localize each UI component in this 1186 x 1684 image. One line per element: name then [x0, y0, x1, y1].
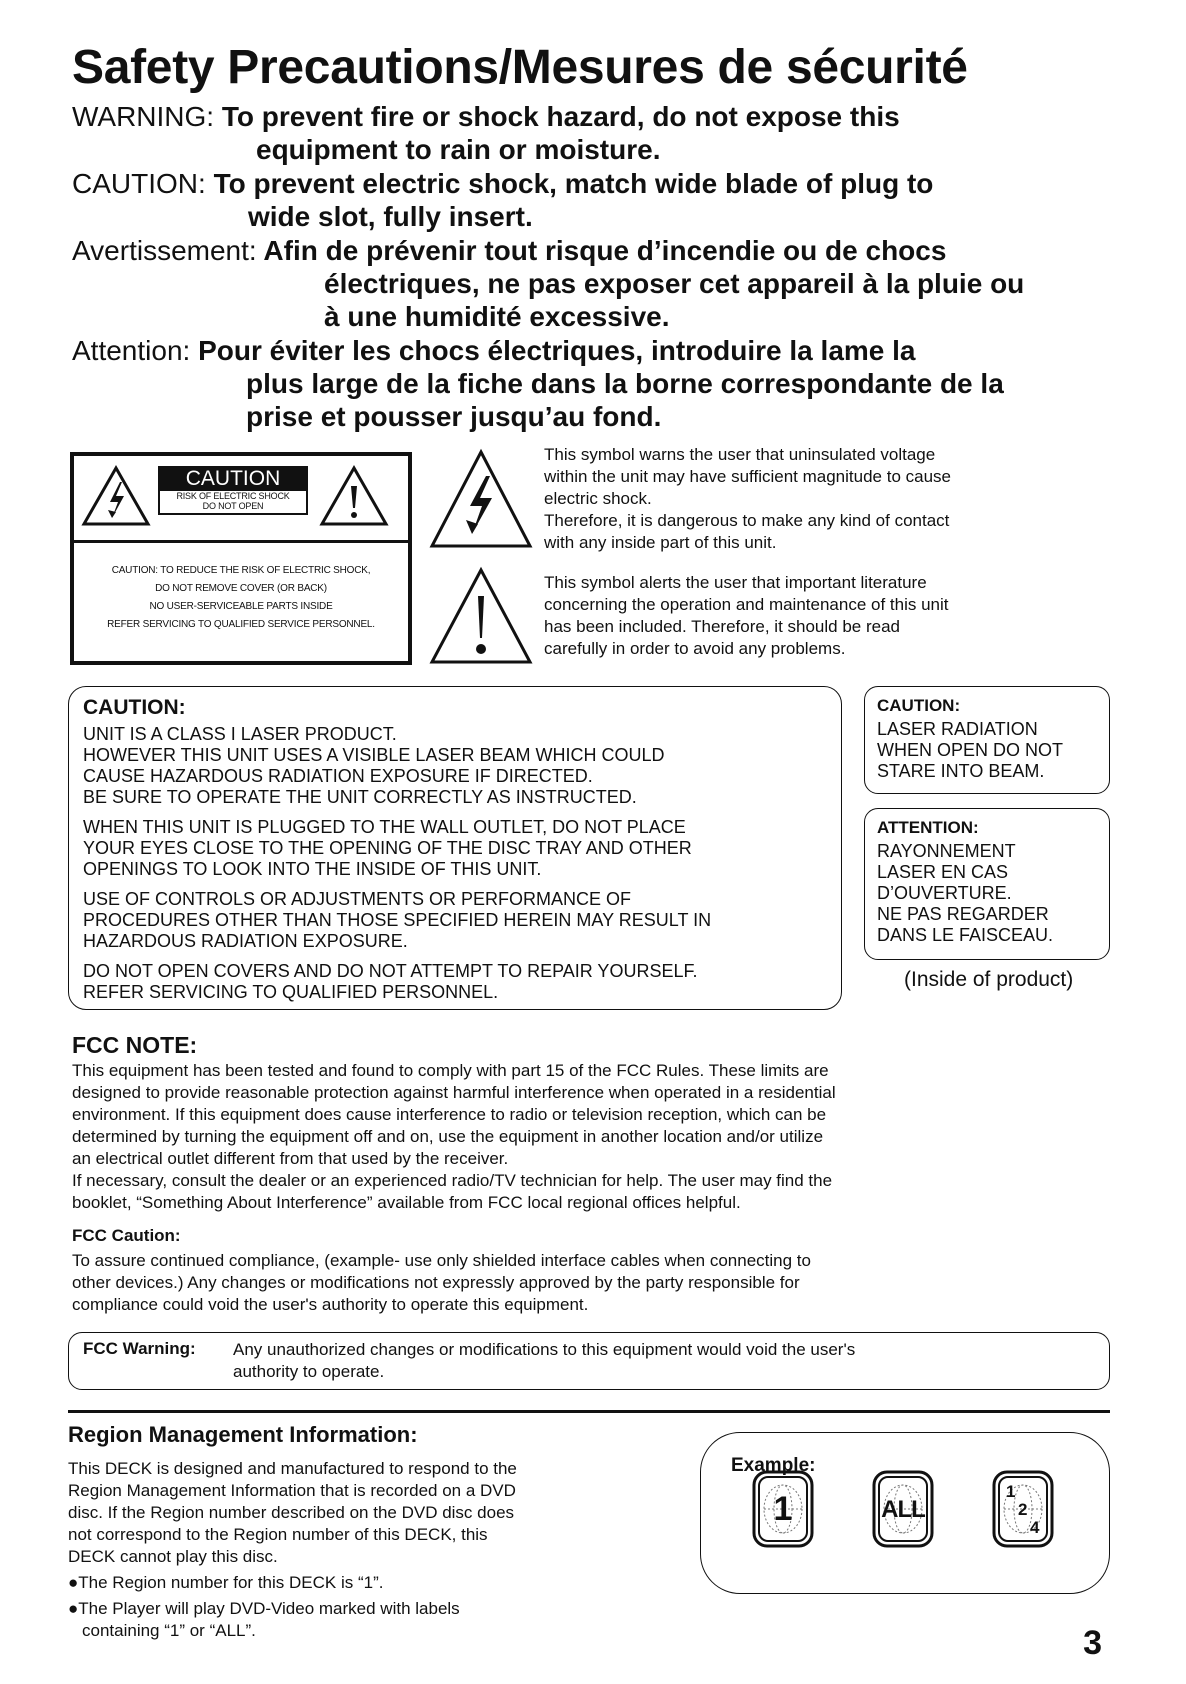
voltage-line: with any inside part of this unit. [544, 533, 777, 552]
region-line: This DECK is designed and manufactured to respond to the [68, 1459, 517, 1478]
fcc-caution-title: FCC Caution: [72, 1226, 181, 1245]
laser-line: HAZARDOUS RADIATION EXPOSURE. [83, 931, 408, 951]
region-title: Region Management Information: [68, 1422, 418, 1447]
region-badge-multi [992, 1470, 1054, 1548]
laser-line: UNIT IS A CLASS I LASER PRODUCT. [83, 724, 397, 744]
voltage-line: Therefore, it is dangerous to make any kind of contact [544, 511, 950, 530]
page-number: 3 [1083, 1624, 1102, 1662]
laser-line: PROCEDURES OTHER THAN THOSE SPECIFIED HEREIN MAY RESULT IN [83, 910, 712, 930]
region-bullet-text: The Player will play DVD-Video marked with labels [78, 1599, 460, 1618]
fcc-warning-text [233, 1339, 855, 1383]
region-line: DECK cannot play this disc. [68, 1547, 278, 1566]
rayonnement-line: DANS LE FAISCEAU. [877, 925, 1054, 945]
fcc-caution-line: compliance could void the user's authority to operate this equipment. [72, 1295, 589, 1314]
exclamation-triangle-icon [318, 464, 390, 528]
region-bullet-text: containing “1” or “ALL”. [82, 1621, 256, 1640]
fcc-note-line: designed to provide reasonable protection against harmful interference when operated in a residential [72, 1083, 836, 1102]
caution-label-graphic [70, 452, 412, 665]
lightning-bolt-icon [428, 448, 534, 550]
region-line: Region Management Information that is recorded on a DVD [68, 1481, 516, 1500]
region-code: 4 [1030, 1518, 1040, 1537]
laser-paragraph [83, 889, 711, 952]
warning-line: To prevent fire or shock hazard, do not expose this [221, 101, 900, 132]
inside-product-note: (Inside of product) [904, 968, 1074, 991]
fcc-note-line: This equipment has been tested and found to comply with part 15 of the FCC Rules. These limits are [72, 1061, 829, 1080]
voltage-line: This symbol warns the user that uninsulated voltage [544, 445, 936, 464]
fcc-note-title: FCC NOTE: [72, 1032, 198, 1058]
fcc-caution-line: other devices.) Any changes or modifications not expressly approved by the party responsible for [72, 1273, 800, 1292]
fcc-note-text [72, 1060, 836, 1214]
laser-line: HOWEVER THIS UNIT USES A VISIBLE LASER BEAM WHICH COULD [83, 745, 665, 765]
laser-radiation-line: STARE INTO BEAM. [877, 761, 1045, 781]
voltage-line: electric shock. [544, 489, 652, 508]
bullet-icon: ● [68, 1599, 79, 1618]
laser-radiation-header: CAUTION: [877, 696, 961, 715]
warning-line: equipment to rain or moisture. [256, 134, 661, 165]
fcc-warning-label: FCC Warning: [83, 1339, 196, 1358]
bullet-icon: ● [68, 1573, 79, 1592]
attention-line: prise et pousser jusqu’au fond. [246, 401, 662, 432]
warning-block [72, 100, 900, 166]
fcc-note-line: environment. If this equipment does cause interference to radio or television reception, which can be [72, 1105, 827, 1124]
attention-line: Pour éviter les chocs électriques, introduire la lame la [198, 335, 916, 366]
caution-line: To prevent electric shock, match wide blade of plug to [213, 168, 934, 199]
region-bullet [68, 1572, 517, 1594]
laser-radiation-box [864, 686, 1110, 794]
rayonnement-line: RAYONNEMENT [877, 841, 1016, 861]
avertissement-line: à une humidité excessive. [324, 301, 670, 332]
fcc-note-line: booklet, “Something About Interference” available from FCC local regional offices helpful. [72, 1193, 741, 1212]
caution-sub-text [158, 491, 308, 515]
laser-paragraph [83, 961, 711, 1003]
warning-label: WARNING: [72, 101, 215, 132]
avertissement-label: Avertissement: [72, 235, 257, 266]
fcc-note-line: determined by turning the equipment off and on, use the equipment in another location and/or utilize [72, 1127, 824, 1146]
laser-line: CAUSE HAZARDOUS RADIATION EXPOSURE IF DIRECTED. [83, 766, 593, 786]
section-divider [68, 1410, 1110, 1413]
fcc-warning-line: authority to operate. [233, 1362, 385, 1381]
region-code: 1 [1006, 1482, 1016, 1501]
laser-radiation-line: WHEN OPEN DO NOT [877, 740, 1064, 760]
region-code: 1 [773, 1490, 793, 1528]
fcc-caution-line: To assure continued compliance, (example- use only shielded interface cables when connecting to [72, 1251, 811, 1270]
voltage-symbol-text [544, 444, 1100, 554]
literature-line: concerning the operation and maintenance of this unit [544, 595, 949, 614]
region-line: disc. If the Region number described on the DVD disc does [68, 1503, 515, 1522]
voltage-line: within the unit may have sufficient magnitude to cause [544, 467, 951, 486]
lightning-triangle-icon [80, 464, 152, 528]
laser-radiation-line: LASER RADIATION [877, 719, 1038, 739]
region-code: ALL [881, 1496, 925, 1523]
caution-sub-line: DO NOT OPEN [202, 501, 264, 511]
caution-label-line: REFER SERVICING TO QUALIFIED SERVICE PERSONNEL. [107, 619, 375, 630]
region-bullet [68, 1598, 517, 1620]
laser-paragraph [83, 817, 711, 880]
caution-label-line: DO NOT REMOVE COVER (OR BACK) [155, 583, 327, 594]
literature-line: carefully in order to avoid any problems. [544, 639, 846, 658]
avertissement-block [72, 234, 1024, 333]
label-divider [74, 540, 408, 543]
fcc-note-line: an electrical outlet different from that used by the receiver. [72, 1149, 509, 1168]
fcc-warning-box [68, 1332, 1110, 1390]
caution-sub-line: RISK OF ELECTRIC SHOCK [176, 491, 290, 501]
region-code: 2 [1018, 1500, 1028, 1519]
attention-block [72, 334, 1004, 433]
rayonnement-line: D’OUVERTURE. [877, 883, 1012, 903]
rayonnement-line: LASER EN CAS [877, 862, 1009, 882]
page-title: Safety Precautions/Mesures de sécurité [72, 41, 968, 94]
caution-block [72, 167, 933, 233]
region-line: not correspond to the Region number of this DECK, this [68, 1525, 488, 1544]
region-text [68, 1458, 517, 1642]
attention-label: Attention: [72, 335, 191, 366]
fcc-warning-line: Any unauthorized changes or modifications to this equipment would void the user's [233, 1340, 856, 1359]
laser-paragraph [83, 724, 711, 808]
fcc-caution-text [72, 1250, 811, 1316]
caution-line: wide slot, fully insert. [248, 201, 533, 232]
region-badge-1 [752, 1470, 814, 1548]
caution-label-line: CAUTION: TO REDUCE THE RISK OF ELECTRIC SHOCK, [111, 565, 371, 576]
laser-line: YOUR EYES CLOSE TO THE OPENING OF THE DISC TRAY AND OTHER [83, 838, 692, 858]
laser-caution-header: CAUTION: [83, 696, 186, 719]
exclamation-icon [428, 566, 534, 666]
caution-header: CAUTION [158, 466, 308, 491]
literature-line: has been included. Therefore, it should be read [544, 617, 900, 636]
literature-line: This symbol alerts the user that important literature [544, 573, 927, 592]
caution-label-text [76, 562, 406, 634]
caution-label-line: NO USER-SERVICEABLE PARTS INSIDE [149, 601, 333, 612]
laser-line: REFER SERVICING TO QUALIFIED PERSONNEL. [83, 982, 499, 1002]
rayonnement-header: ATTENTION: [877, 818, 979, 837]
rayonnement-box [864, 808, 1110, 960]
laser-line: DO NOT OPEN COVERS AND DO NOT ATTEMPT TO REPAIR YOURSELF. [83, 961, 698, 981]
rayonnement-line: NE PAS REGARDER [877, 904, 1049, 924]
attention-line: plus large de la fiche dans la borne correspondante de la [246, 368, 1004, 399]
region-badge-all [872, 1470, 934, 1548]
laser-line: BE SURE TO OPERATE THE UNIT CORRECTLY AS INSTRUCTED. [83, 787, 637, 807]
avertissement-line: électriques, ne pas exposer cet appareil à la pluie ou [324, 268, 1025, 299]
laser-line: OPENINGS TO LOOK INTO THE INSIDE OF THIS UNIT. [83, 859, 542, 879]
fcc-note-line: If necessary, consult the dealer or an experienced radio/TV technician for help. The user may find the [72, 1171, 833, 1190]
laser-line: USE OF CONTROLS OR ADJUSTMENTS OR PERFORMANCE OF [83, 889, 632, 909]
avertissement-line: Afin de prévenir tout risque d’incendie ou de chocs [263, 235, 947, 266]
caution-label: CAUTION: [72, 168, 206, 199]
literature-symbol-text [544, 572, 1100, 660]
laser-line: WHEN THIS UNIT IS PLUGGED TO THE WALL OUTLET, DO NOT PLACE [83, 817, 686, 837]
region-bullet-text: The Region number for this DECK is “1”. [78, 1573, 384, 1592]
laser-caution-box [68, 686, 842, 1010]
example-label: Example: [731, 1455, 816, 1476]
